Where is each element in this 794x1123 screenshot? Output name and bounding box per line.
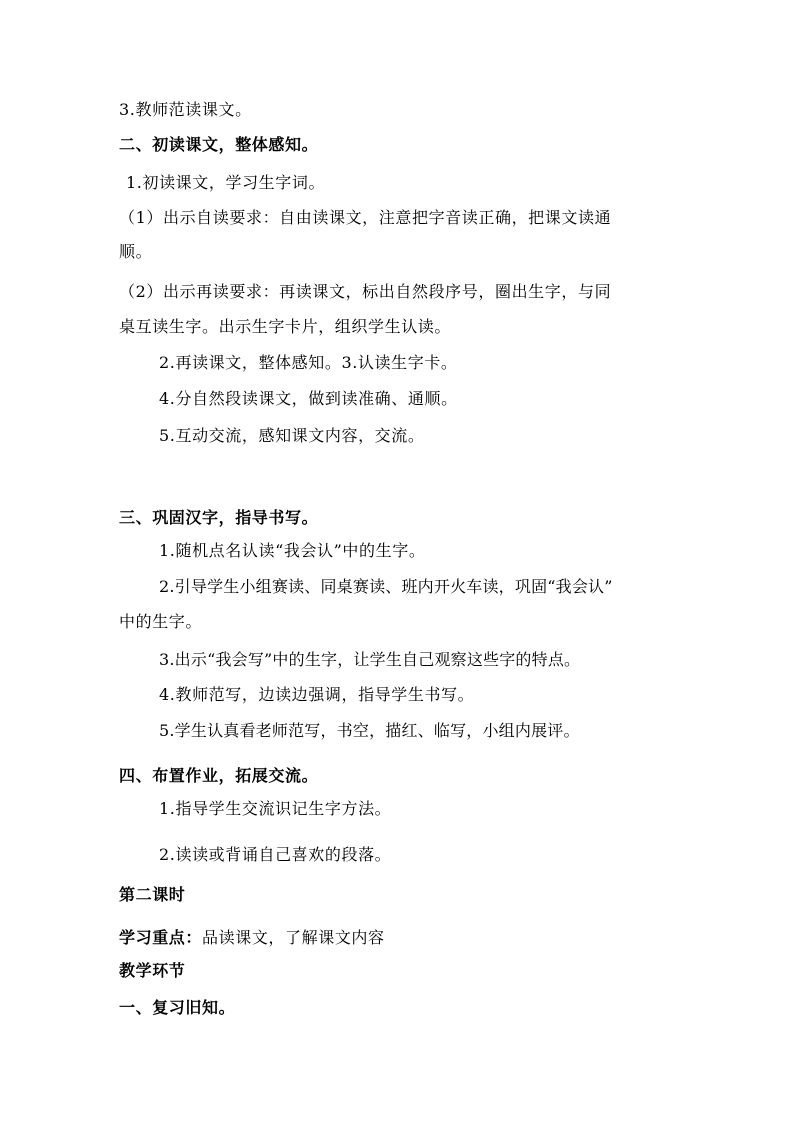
- review-heading: 一、复习旧知。: [119, 998, 236, 1017]
- requirement-1-line-2: 顺。: [119, 242, 153, 261]
- learning-focus-label: 学习重点：: [119, 928, 203, 947]
- section-3-step-4: 4.教师范写，边读边强调，指导学生书写。: [159, 685, 475, 704]
- step-5-interaction: 5.互动交流，感知课文内容，交流。: [159, 426, 425, 445]
- step-3-teacher-reads: 3.教师范读课文。: [119, 100, 252, 119]
- section-4-heading: 四、布置作业，拓展交流。: [119, 766, 319, 785]
- requirement-2-line-1: （2）出示再读要求：再读课文，标出自然段序号，圈出生字，与同: [119, 282, 612, 301]
- section-4-step-2: 2.读读或背诵自己喜欢的段落。: [159, 845, 392, 864]
- section-3-step-5: 5.学生认真看老师范写，书空，描红、临写，小组内展评。: [159, 721, 580, 740]
- section-3-step-2-line-2: 中的生字。: [119, 612, 203, 631]
- learning-focus-value: 品读课文，了解课文内容: [202, 928, 385, 947]
- section-3-step-3: 3.出示“我会写”中的生字，让学生自己观察这些字的特点。: [159, 650, 581, 669]
- second-lesson-heading: 第二课时: [119, 885, 186, 904]
- step-1-first-reading: 1.初读课文，学习生字词。: [126, 173, 326, 192]
- section-3-step-1: 1.随机点名认读“我会认”中的生字。: [159, 541, 426, 560]
- step-4-paragraph-reading: 4.分自然段读课文，做到读准确、通顺。: [159, 389, 458, 408]
- teaching-steps-heading: 教学环节: [119, 961, 186, 980]
- section-2-heading: 二、初读课文，整体感知。: [119, 135, 319, 154]
- section-4-step-1: 1.指导学生交流识记生字方法。: [159, 799, 392, 818]
- learning-focus: [119, 928, 679, 948]
- section-3-step-2-line-1: 2.引导学生小组赛读、同桌赛读、班内开火车读，巩固“我会认”: [159, 577, 613, 596]
- step-2-reread: 2.再读课文，整体感知。3.认读生字卡。: [159, 353, 458, 372]
- requirement-2-line-2: 桌互读生字。出示生字卡片，组织学生认读。: [119, 317, 452, 336]
- requirement-1-line-1: （1）出示自读要求：自由读课文，注意把字音读正确，把课文读通: [119, 208, 612, 227]
- section-3-heading: 三、巩固汉字，指导书写。: [119, 508, 319, 527]
